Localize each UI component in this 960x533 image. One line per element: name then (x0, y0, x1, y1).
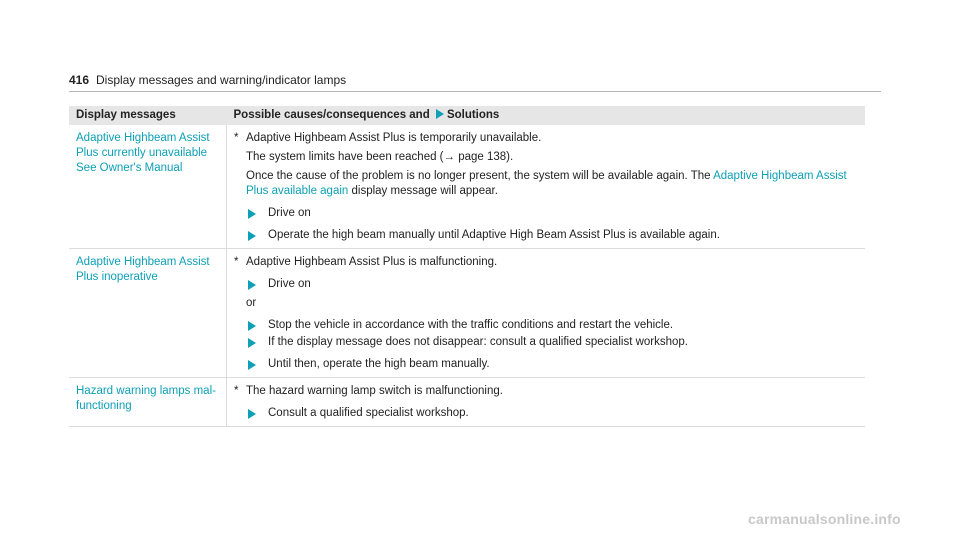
cause-item (234, 255, 858, 270)
page-title: Display messages and warning/indicator lamps (96, 73, 347, 87)
solution-step (234, 228, 858, 243)
step-text: Until then, operate the high beam manually. (268, 358, 490, 370)
info-text (234, 169, 858, 199)
info-text: The system limits have been reached (→ page 138). (246, 151, 514, 163)
solution-step (234, 318, 858, 333)
causes-cell (227, 249, 866, 378)
table-header-row (69, 106, 865, 125)
table-row (69, 249, 865, 378)
display-message-reference: Adaptive Highbeam Assist Plus available again (246, 170, 847, 197)
solution-step (234, 357, 858, 372)
bullet-star: * (234, 132, 239, 144)
causes-cell (227, 125, 866, 249)
play-arrow-icon (248, 321, 256, 331)
display-message-text: Adaptive Highbeam Assist Plus inoperative (69, 249, 227, 378)
causes-header-label: Possible causes/consequences and (233, 109, 430, 121)
step-text: Drive on (268, 278, 311, 290)
play-arrow-icon (248, 360, 256, 370)
page-number: 416 (69, 73, 90, 87)
page-header (69, 70, 881, 92)
play-arrow-icon (248, 209, 256, 219)
watermark: carmanualsonline.info (748, 511, 901, 527)
step-text: If the display message does not disappear: consult a qualified specialist workshop. (268, 336, 688, 348)
bullet-star: * (234, 385, 239, 397)
solution-step (234, 206, 858, 221)
solutions-header-label: Solutions (446, 109, 500, 121)
causes-cell (227, 378, 866, 427)
play-arrow-icon (248, 338, 256, 348)
solution-step (234, 335, 858, 350)
bullet-star: * (234, 256, 239, 268)
or-separator: or (246, 297, 257, 309)
solution-step (234, 277, 858, 292)
column-header-messages: Display messages (69, 106, 227, 125)
cause-text: Adaptive Highbeam Assist Plus is temporarily unavailable. (246, 132, 542, 144)
column-header-causes (227, 106, 866, 125)
cause-text: Adaptive Highbeam Assist Plus is malfunctioning. (246, 256, 498, 268)
table-row (69, 378, 865, 427)
info-text-part: Once the cause of the problem is no longer present, the system will be available again. The (246, 170, 711, 182)
step-text: Stop the vehicle in accordance with the traffic conditions and restart the vehicle. (268, 319, 674, 331)
display-messages-table (69, 106, 865, 427)
step-text: Drive on (268, 207, 311, 219)
display-message-text: Hazard warning lamps mal-functioning (69, 378, 227, 427)
play-arrow-icon (248, 231, 256, 241)
play-arrow-icon (248, 409, 256, 419)
play-arrow-icon (248, 280, 256, 290)
info-text-part: display message will appear. (351, 185, 498, 197)
play-arrow-icon (436, 109, 444, 119)
step-text: Consult a qualified specialist workshop. (268, 407, 469, 419)
cause-item (234, 131, 858, 146)
solution-step (234, 406, 858, 421)
display-message-text: Adaptive Highbeam Assist Plus currently unavailable See Owner's Manual (69, 125, 227, 249)
step-text: Operate the high beam manually until Adaptive High Beam Assist Plus is available again. (268, 229, 720, 241)
table-row (69, 125, 865, 249)
cause-text: The hazard warning lamp switch is malfunctioning. (246, 385, 503, 397)
cause-item (234, 384, 858, 399)
